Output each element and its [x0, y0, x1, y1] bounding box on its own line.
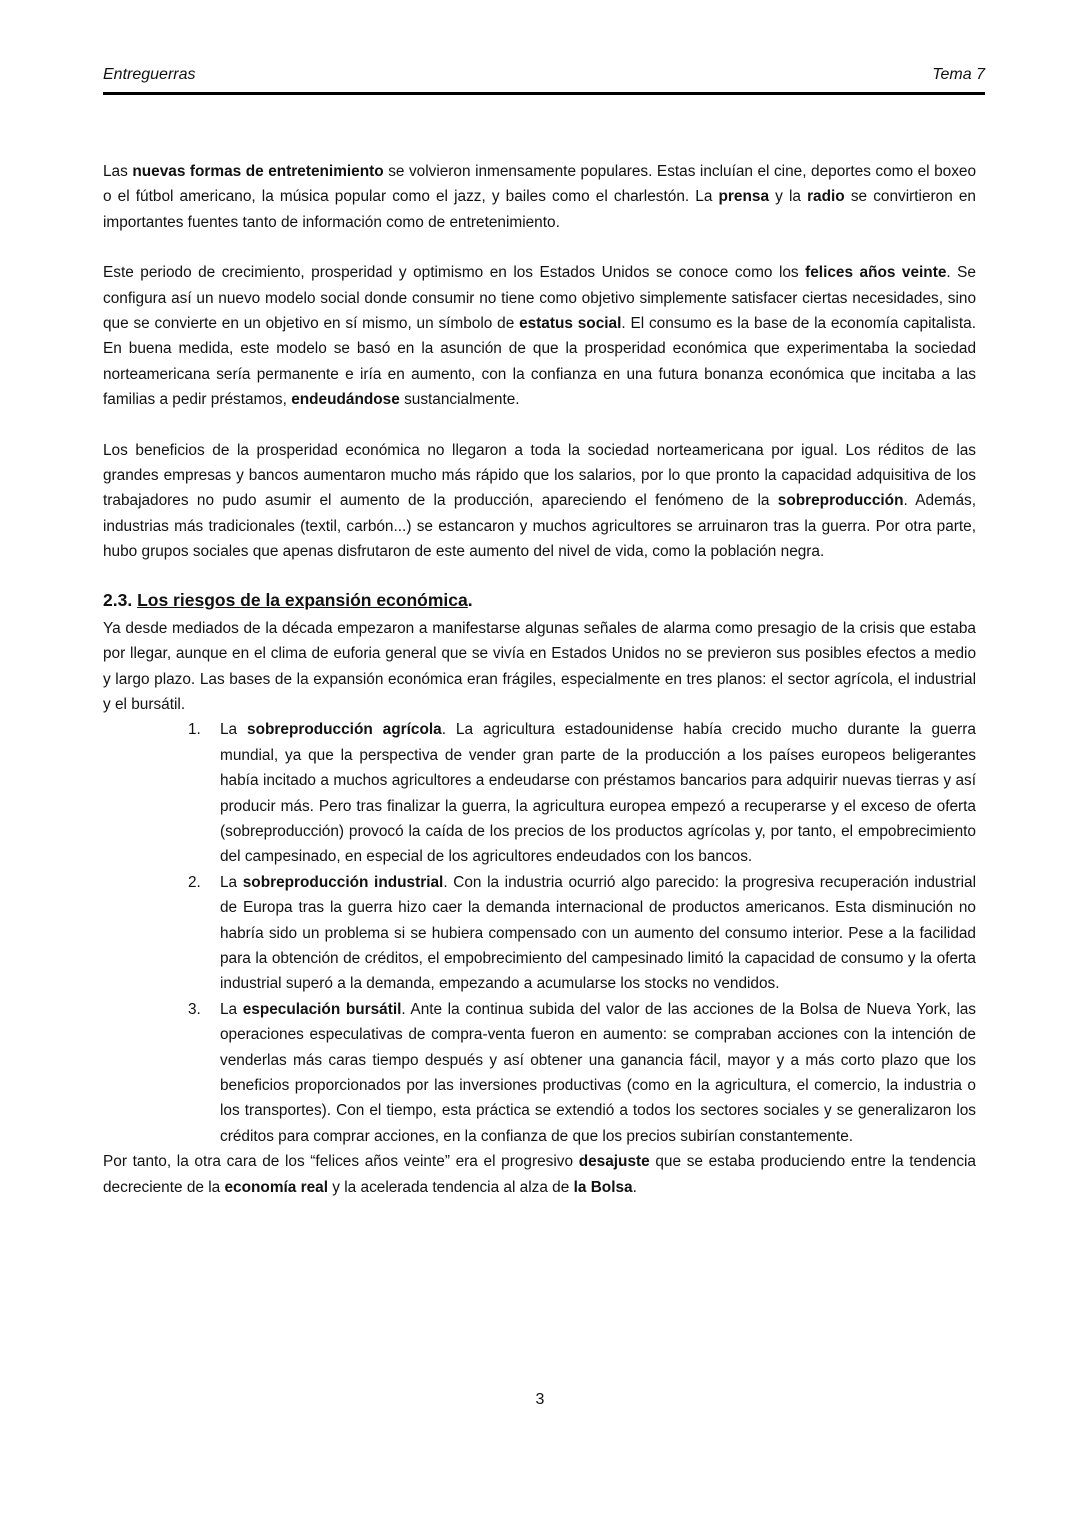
paragraph-conclusion [103, 1149, 976, 1200]
paragraph-entertainment [103, 159, 976, 235]
bold-term: estatus social [519, 315, 622, 333]
bold-term: desajuste [578, 1153, 650, 1171]
bold-term: sobreproducción industrial [242, 873, 444, 891]
text-run: Las [103, 163, 133, 180]
bold-term: sobreproducción agrícola [247, 721, 442, 739]
text-run: La [220, 721, 248, 739]
text-run: . La agricultura estadounidense había crecido mucho durante la guerra mundial, ya que la perspectiva de vender gran parte de la producción a los países europeos beligerantes había incitado a muchos agricultores a endeudarse con préstamos bancarios para adquirir nuevas tierras y así producir más. Pero tras finalizar la guerra, la agricultura europea empezó a recuperarse y el exceso de oferta (sobreproducción) provocó la caída de los precios de los productos agrícolas y, por tanto, el empobrecimiento del campesinado, en especial de los agricultores endeudados con los bancos. [220, 721, 976, 866]
text-run: sustancialmente. [399, 391, 520, 409]
section-heading [103, 587, 976, 613]
paragraph-roaring-twenties [103, 260, 976, 412]
text-run: La [220, 873, 243, 891]
text-run: . El consumo es la base de la economía capitalista. En buena medida, este modelo se basó en la asunción de que la prosperidad económica que experimentaba la sociedad norteamericana sería permanente e iría en aumento, con la confianza en una futura bonanza económica que incitaba a las familias a pedir préstamos, [103, 315, 976, 409]
section-title: Los riesgos de la expansión económica [137, 589, 468, 610]
bold-term: radio [807, 188, 845, 206]
text-run: Este periodo de crecimiento, prosperidad y optimismo en los Estados Unidos se conoce como los [103, 264, 806, 282]
section-title-period: . [467, 589, 473, 610]
page-number: 3 [535, 1391, 545, 1408]
paragraph-inequality [103, 438, 976, 565]
text-run: y la [769, 188, 808, 206]
bold-term: felices años veinte [805, 264, 947, 282]
text-run: se volvieron inmensamente populares. Estas incluían el cine, deportes como el boxeo o el fútbol americano, la música popular como el jazz, y bailes como el charlestón. La [103, 163, 977, 206]
section-number: 2.3. [103, 589, 133, 610]
list-item [103, 870, 976, 997]
text-run: . [632, 1178, 637, 1196]
bold-term: endeudándose [291, 391, 400, 409]
text-run: y la acelerada tendencia al alza de [328, 1178, 574, 1196]
text-run: Los beneficios de la prosperidad económica no llegaron a toda la sociedad norteamericana por igual. Los réditos de las grandes empresas y bancos aumentaron mucho más rápido que los salarios, por lo que pronto la capacidad adquisitiva de los trabajadores no pudo asumir el aumento de la producción, apareciendo el fenómeno de la [103, 441, 976, 510]
list-item-number: 1. [188, 721, 201, 739]
bold-term: economía real [224, 1178, 329, 1196]
bold-term: nuevas formas de entretenimiento [132, 163, 384, 180]
header-chapter-title: Entreguerras [103, 66, 196, 83]
header-topic-number: Tema 7 [932, 66, 985, 83]
list-item-number: 3. [188, 1000, 201, 1018]
list-item-number: 2. [188, 873, 201, 891]
text-run: . Además, industrias más tradicionales (textil, carbón...) se estancaron y muchos agricultores se arruinaron tras la guerra. Por otra parte, hubo grupos sociales que apenas disfrutaron de este aumento del nivel de vida, como la población negra. [103, 492, 976, 561]
page-header [103, 64, 985, 95]
list-item [103, 997, 976, 1149]
bold-term: especulación bursátil [242, 1000, 402, 1018]
section-intro: Ya desde mediados de la década empezaron a manifestarse algunas señales de alarma como presagio de la crisis que estaba por llegar, aunque en el clima de euforia general que se vivía en Estados Unidos no se previeron sus posibles efectos a medio y largo plazo. Las bases de la expansión económica eran frágiles, especialmente en tres planos: el sector agrícola, el industrial y el bursátil. [103, 619, 976, 713]
text-run: La [220, 1000, 243, 1018]
text-run: . Con la industria ocurrió algo parecido: la progresiva recuperación industrial de Europa tras la guerra hizo caer la demanda internacional de productos americanos. Esta disminución no habría sido un problema si se hubiera compensado con un aumento del consumo interior. Pese a la facilidad para la obtención de créditos, el empobrecimiento del campesinado limitó la capacidad de consumo y la oferta industrial superó a la demanda, empezando a acumularse los stocks no vendidos. [220, 873, 976, 993]
bold-term: prensa [718, 188, 770, 206]
text-run: . Ante la continua subida del valor de las acciones de la Bolsa de Nueva York, las operaciones especulativas de compra-venta fueron en aumento: se compraban acciones con la intención de venderlas más caras tiempo después y así obtener una ganancia fácil, mayor y a más corto plazo que los beneficios proporcionados por las inversiones productivas (como en la agricultura, el comercio, la industria o los transportes). Con el tiempo, esta práctica se extendió a todos los sectores sociales y se generalizaron los créditos para comprar acciones, en la confianza de que los precios subirían constantemente. [220, 1000, 976, 1145]
bold-term: la Bolsa [573, 1178, 633, 1196]
list-item [103, 717, 976, 869]
text-run: se convirtieron en importantes fuentes tanto de información como de entretenimiento. [103, 188, 976, 231]
page-body [103, 159, 976, 1200]
bold-term: sobreproducción [777, 492, 904, 510]
text-run: . Se configura así un nuevo modelo social donde consumir no tiene como objetivo simplemente satisfacer ciertas necesidades, sino que se convierte en un objetivo en sí mismo, un símbolo de [103, 264, 976, 333]
text-run: que se estaba produciendo entre la tendencia decreciente de la [103, 1153, 976, 1196]
text-run: Por tanto, la otra cara de los “felices años veinte” era el progresivo [103, 1153, 579, 1171]
risk-list [103, 717, 976, 1149]
